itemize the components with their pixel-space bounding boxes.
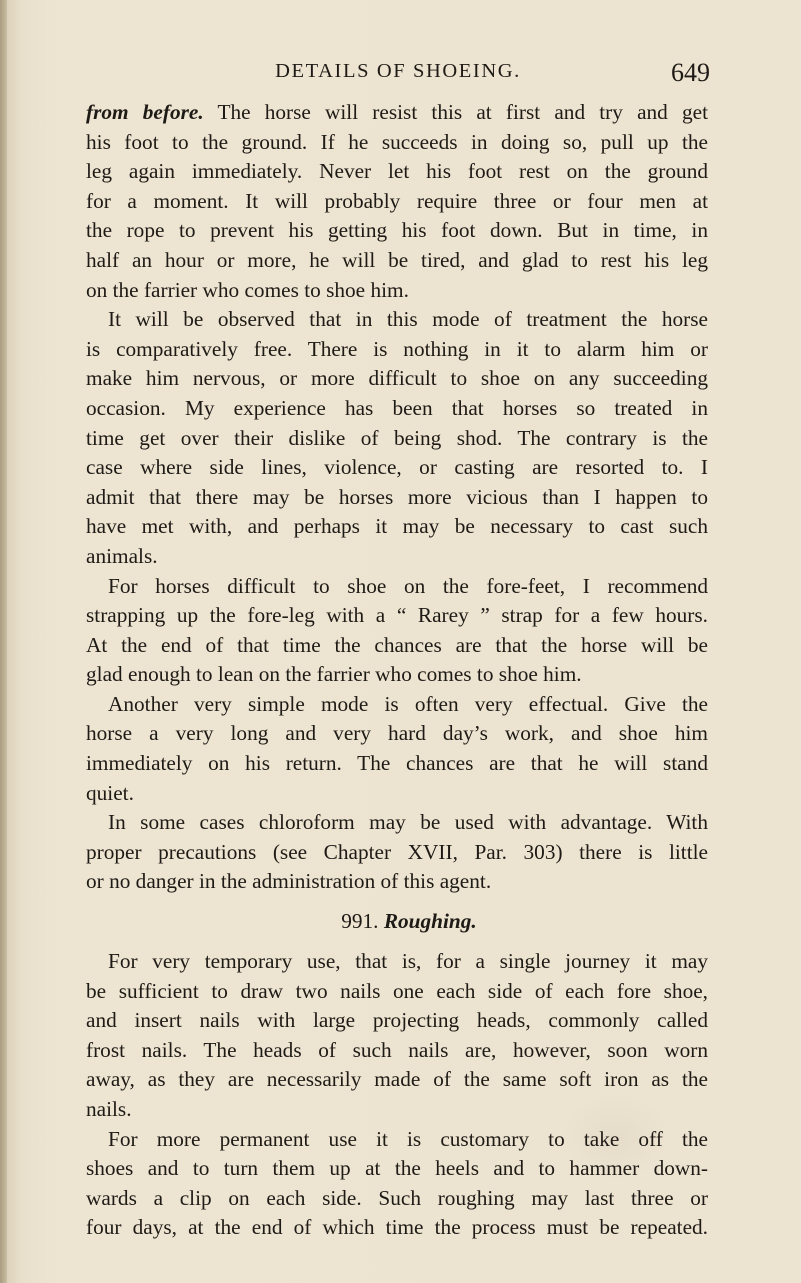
text-line: time get over their dislike of being shod. The contrary is the	[86, 425, 708, 450]
text-line: case where side lines, violence, or casting are resorted to. I	[86, 455, 708, 480]
section-title: Roughing.	[383, 909, 477, 934]
text-line: leg again immediately. Never let his foot rest on the ground	[86, 159, 708, 184]
page-number: 649	[671, 58, 710, 87]
text-line: half an hour or more, he will be tired, and glad to rest his leg	[86, 247, 708, 272]
text-line: away, as they are necessarily made of the same soft iron as the	[86, 1067, 708, 1092]
text-line: nails.	[86, 1097, 132, 1121]
text-line: four days, at the end of which time the process must be repeated.	[86, 1215, 708, 1240]
text-line: and insert nails with large projecting heads, commonly called	[86, 1008, 708, 1033]
text-line: immediately on his return. The chances are that he will stand	[86, 751, 708, 776]
section-heading	[86, 897, 708, 947]
text-line: his foot to the ground. If he succeeds in doing so, pull up the	[86, 129, 708, 154]
text-line: is comparatively free. There is nothing in it to alarm him or	[86, 336, 708, 361]
italic-phrase: from before.	[86, 100, 204, 124]
body-text	[86, 98, 708, 1243]
text-line: on the farrier who comes to shoe him.	[86, 277, 409, 302]
text-line: horse a very long and very hard day’s work, and shoe him	[86, 721, 708, 746]
page-gutter-edge	[0, 0, 7, 1283]
text-line: make him nervous, or more difficult to shoe on any succeeding	[86, 366, 708, 391]
paragraph	[86, 690, 708, 808]
text-line: from before. The horse will resist this at first and try and get	[86, 100, 708, 124]
text-line: strapping up the fore-leg with a “ Rarey ” strap for a few hours.	[86, 603, 708, 628]
text-line: or no danger in the administration of this agent.	[86, 869, 492, 894]
text-line: quiet.	[86, 780, 134, 805]
text-line: occasion. My experience has been that horses so treated in	[86, 395, 708, 420]
text-line: admit that there may be horses more vicious than I happen to	[86, 484, 708, 509]
text-line: Another very simple mode is often very effectual. Give the	[108, 691, 708, 716]
paragraph	[86, 572, 708, 690]
text-line: In some cases chloroform may be used with advantage. With	[108, 810, 708, 835]
text-line: For very temporary use, that is, for a single journey it may	[108, 949, 708, 974]
text-line: At the end of that time the chances are that the horse will be	[86, 632, 708, 657]
text-line: For more permanent use it is customary to take off the	[108, 1126, 708, 1151]
text-line: be sufficient to draw two nails one each side of each fore shoe,	[86, 978, 708, 1003]
text-line: animals.	[86, 543, 158, 568]
section-number: 991.	[341, 909, 379, 934]
text-line: the rope to prevent his getting his foot down. But in time, in	[86, 218, 708, 243]
paragraph	[86, 1125, 708, 1243]
text-line: glad enough to lean on the farrier who comes to shoe him.	[86, 662, 582, 687]
paragraph	[86, 98, 708, 305]
text-line: frost nails. The heads of such nails are, however, soon worn	[86, 1037, 708, 1062]
paragraph	[86, 808, 708, 897]
text-line: have met with, and perhaps it may be necessary to cast such	[86, 514, 708, 539]
text-line: It will be observed that in this mode of treatment the horse	[108, 307, 708, 332]
running-title: DETAILS OF SHOEING.	[275, 60, 521, 82]
paragraph	[86, 947, 708, 1125]
text-line: For horses difficult to shoe on the fore-feet, I recommend	[108, 573, 708, 598]
text-line: proper precautions (see Chapter XVII, Par. 303) there is little	[86, 839, 708, 864]
paragraph	[86, 305, 708, 571]
text-line: wards a clip on each side. Such roughing may last three or	[86, 1185, 708, 1210]
text-line: shoes and to turn them up at the heels and to hammer down-	[86, 1156, 708, 1181]
text-line: for a moment. It will probably require three or four men at	[86, 188, 708, 213]
running-header	[86, 58, 710, 92]
